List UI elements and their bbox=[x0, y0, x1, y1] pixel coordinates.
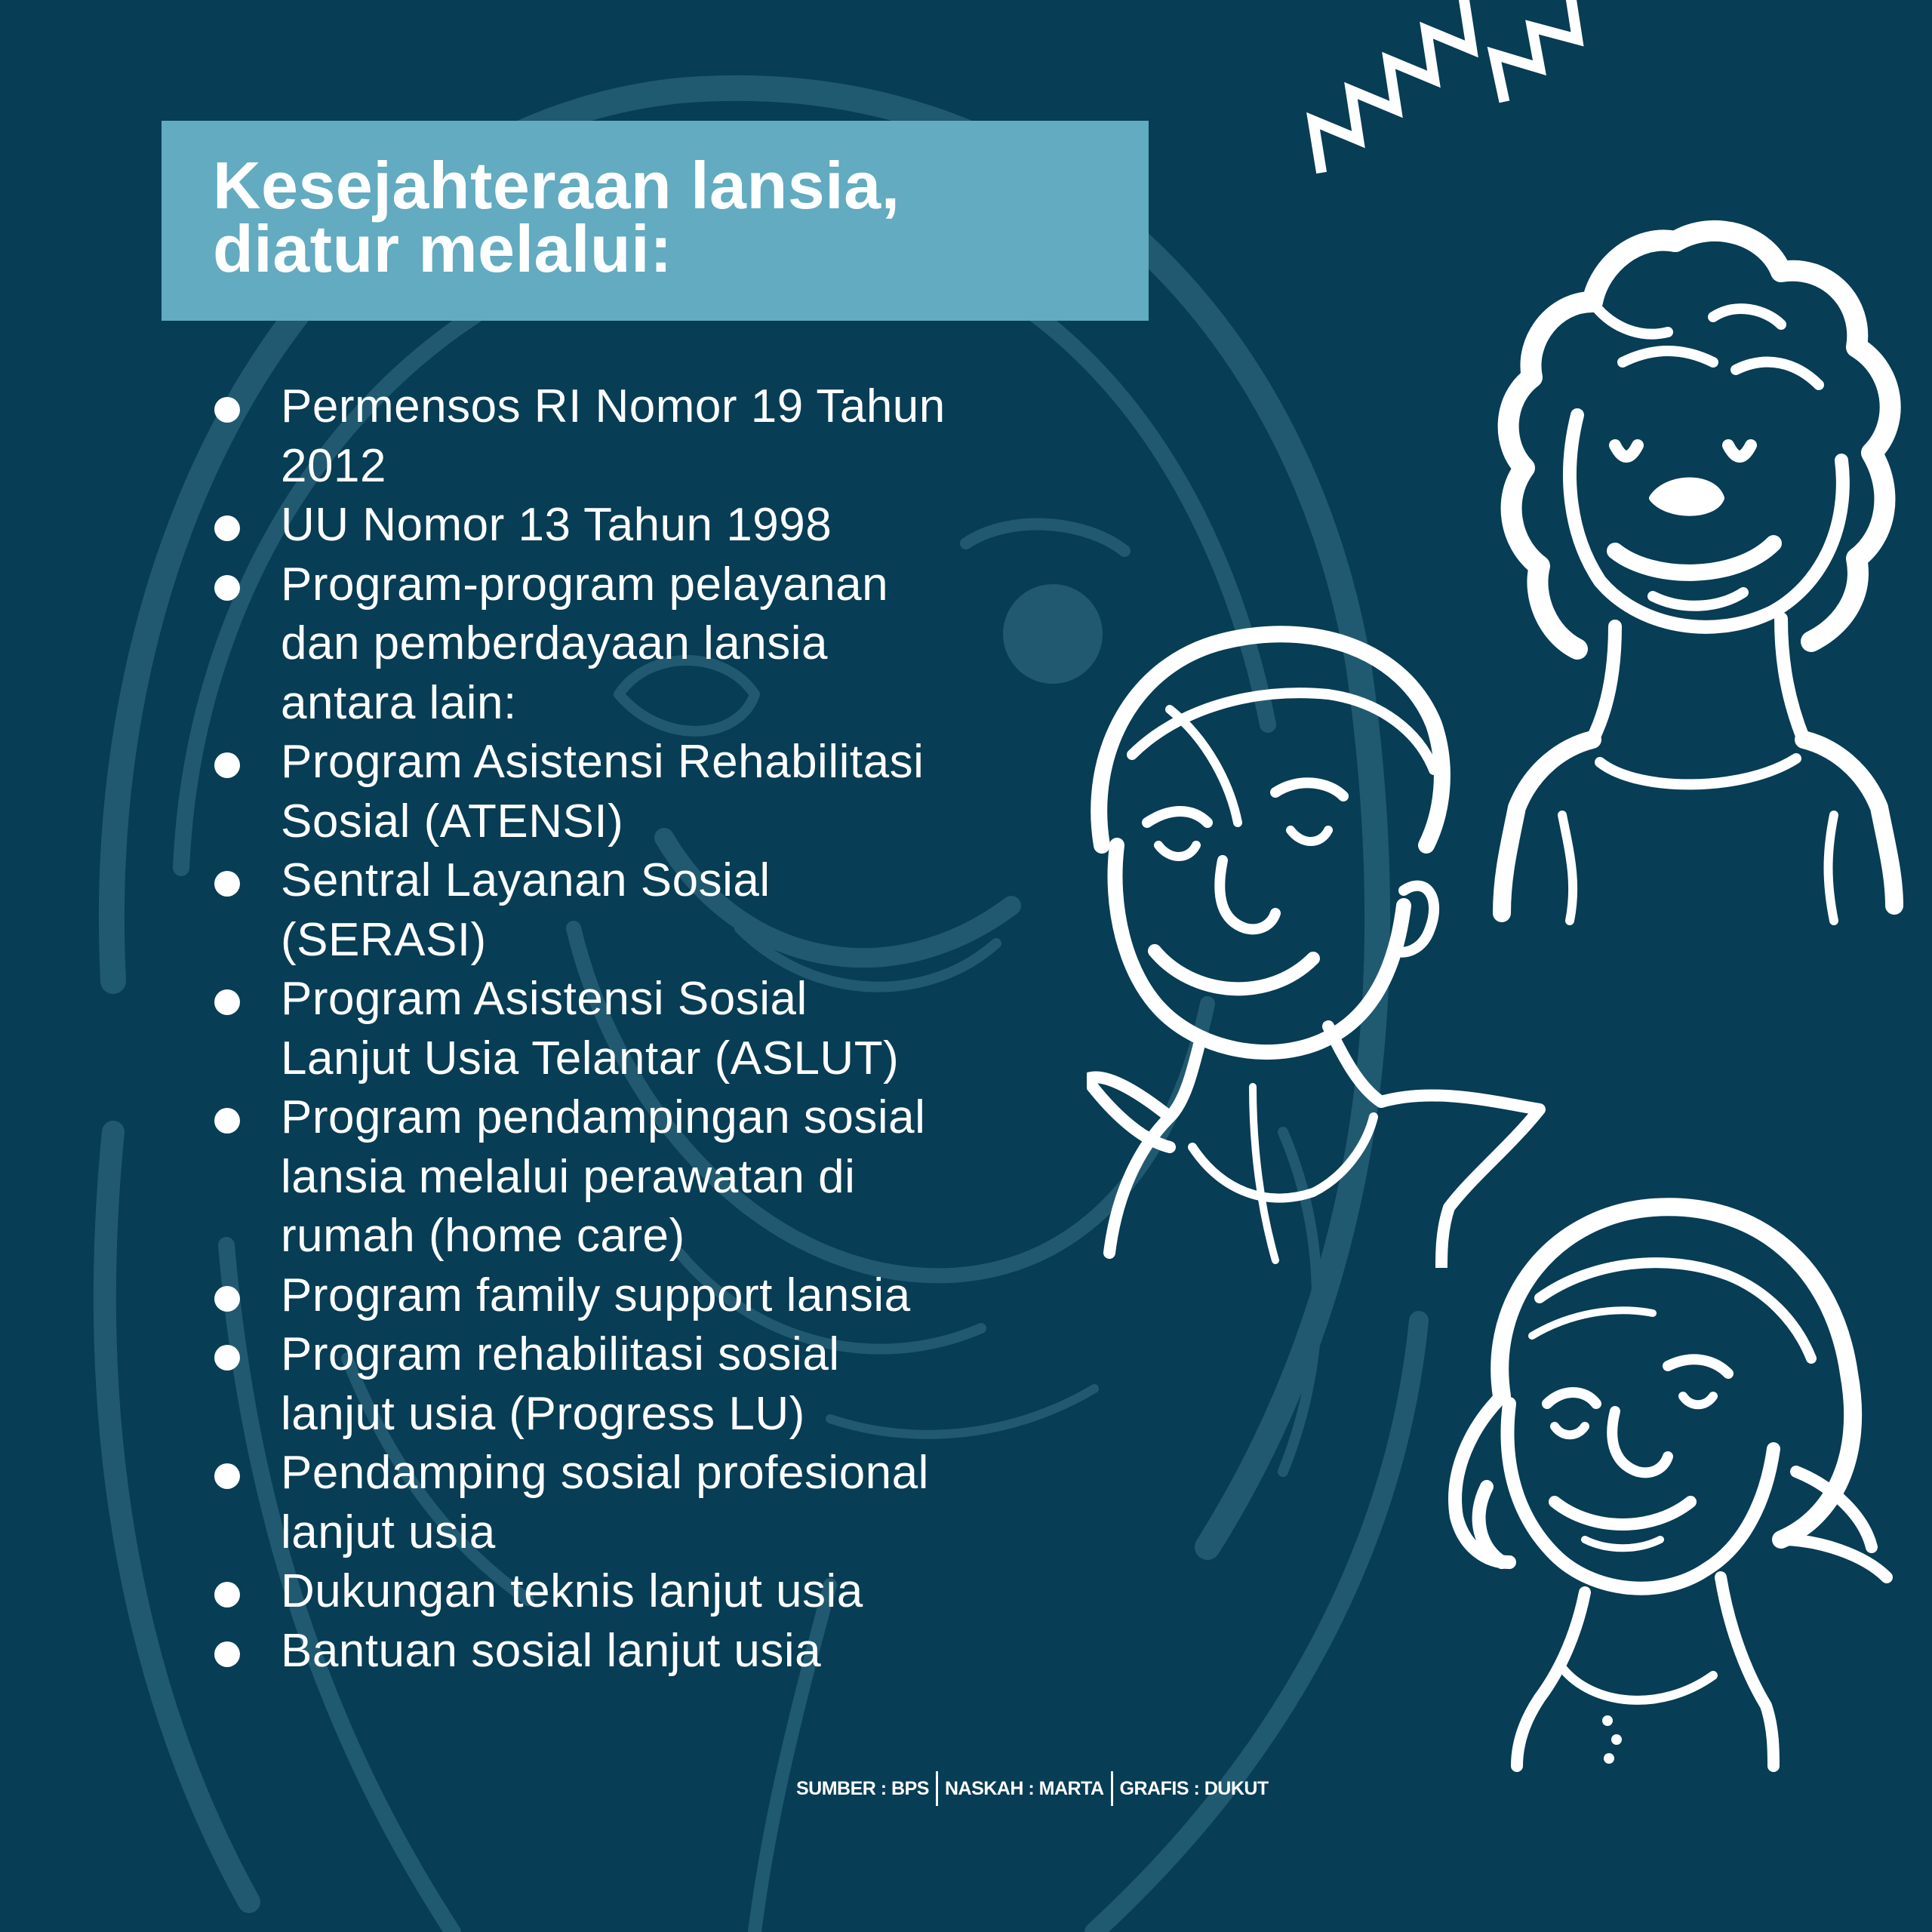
list-item-text-line: (SERASI) bbox=[281, 913, 487, 966]
regulation-list bbox=[211, 377, 1057, 1681]
list-item bbox=[211, 733, 1057, 851]
list-item-text-line: Program pendampingan sosial bbox=[281, 1091, 926, 1143]
list-item bbox=[211, 970, 1057, 1088]
list-item-text-line: lanjut usia bbox=[281, 1506, 496, 1558]
bullet-icon bbox=[214, 397, 240, 423]
title-banner bbox=[162, 121, 1149, 321]
list-item bbox=[211, 1088, 1057, 1266]
bullet-icon bbox=[214, 1286, 240, 1312]
credit-divider bbox=[1111, 1771, 1113, 1806]
bullet-icon bbox=[214, 575, 240, 601]
list-item bbox=[211, 496, 1057, 555]
list-item bbox=[211, 851, 1057, 970]
credits-footer bbox=[796, 1774, 1269, 1804]
bullet-icon bbox=[214, 1345, 240, 1371]
list-item-text-line: Program rehabilitasi sosial bbox=[281, 1328, 840, 1380]
title-line-1: Kesejahteraan lansia, bbox=[213, 148, 900, 223]
list-item-text-line: Program-program pelayanan bbox=[281, 558, 889, 611]
bullet-icon bbox=[214, 752, 240, 778]
bullet-icon bbox=[214, 515, 240, 541]
bullet-icon bbox=[214, 1108, 240, 1134]
bullet-icon bbox=[214, 871, 240, 897]
list-item-text-line: rumah (home care) bbox=[281, 1210, 685, 1262]
list-item-text-line: Program family support lansia bbox=[281, 1269, 911, 1321]
list-item-text-line: Sentral Layanan Sosial bbox=[281, 854, 771, 906]
credit-graphics: GRAFIS : DUKUT bbox=[1119, 1777, 1269, 1799]
title-line-2: diatur melalui: bbox=[213, 211, 672, 286]
bullet-icon bbox=[214, 1463, 240, 1489]
bullet-icon bbox=[214, 989, 240, 1015]
list-item-text-line: Dukungan teknis lanjut usia bbox=[281, 1565, 863, 1617]
list-item-text-line: antara lain: bbox=[281, 676, 517, 729]
zigzag-decoration bbox=[1306, 0, 1607, 181]
list-item-text-line: UU Nomor 13 Tahun 1998 bbox=[281, 499, 832, 551]
list-item bbox=[211, 555, 1057, 734]
bullet-icon bbox=[214, 1582, 240, 1607]
credit-source: SUMBER : BPS bbox=[796, 1777, 929, 1799]
list-item bbox=[211, 1444, 1057, 1562]
portrait-bob-hair-woman bbox=[1441, 1185, 1894, 1774]
list-item-text-line: Pendamping sosial profesional bbox=[281, 1447, 929, 1499]
list-item bbox=[211, 1562, 1057, 1622]
list-item-text-line: 2012 bbox=[281, 439, 386, 492]
list-item bbox=[211, 1325, 1057, 1444]
list-item-text-line: Sosial (ATENSI) bbox=[281, 795, 624, 848]
list-item-text-line: dan pemberdayaan lansia bbox=[281, 617, 829, 669]
list-item-text-line: Program Asistensi Rehabilitasi bbox=[281, 736, 924, 788]
list-item-text-line: lanjut usia (Progress LU) bbox=[281, 1387, 805, 1440]
portrait-short-hair-man bbox=[1087, 619, 1555, 1268]
list-item-text-line: Program Asistensi Sosial bbox=[281, 973, 808, 1025]
list-item-text-line: Permensos RI Nomor 19 Tahun bbox=[281, 380, 946, 432]
list-item bbox=[211, 1622, 1057, 1681]
list-item-text-line: lansia melalui perawatan di bbox=[281, 1150, 856, 1203]
list-item bbox=[211, 1266, 1057, 1326]
list-item-text-line: Bantuan sosial lanjut usia bbox=[281, 1624, 822, 1677]
credit-writer: NASKAH : MARTA bbox=[944, 1777, 1104, 1799]
bullet-icon bbox=[214, 1641, 240, 1667]
list-item bbox=[211, 377, 1057, 496]
credit-divider bbox=[936, 1771, 938, 1806]
list-item-text-line: Lanjut Usia Telantar (ASLUT) bbox=[281, 1032, 900, 1084]
